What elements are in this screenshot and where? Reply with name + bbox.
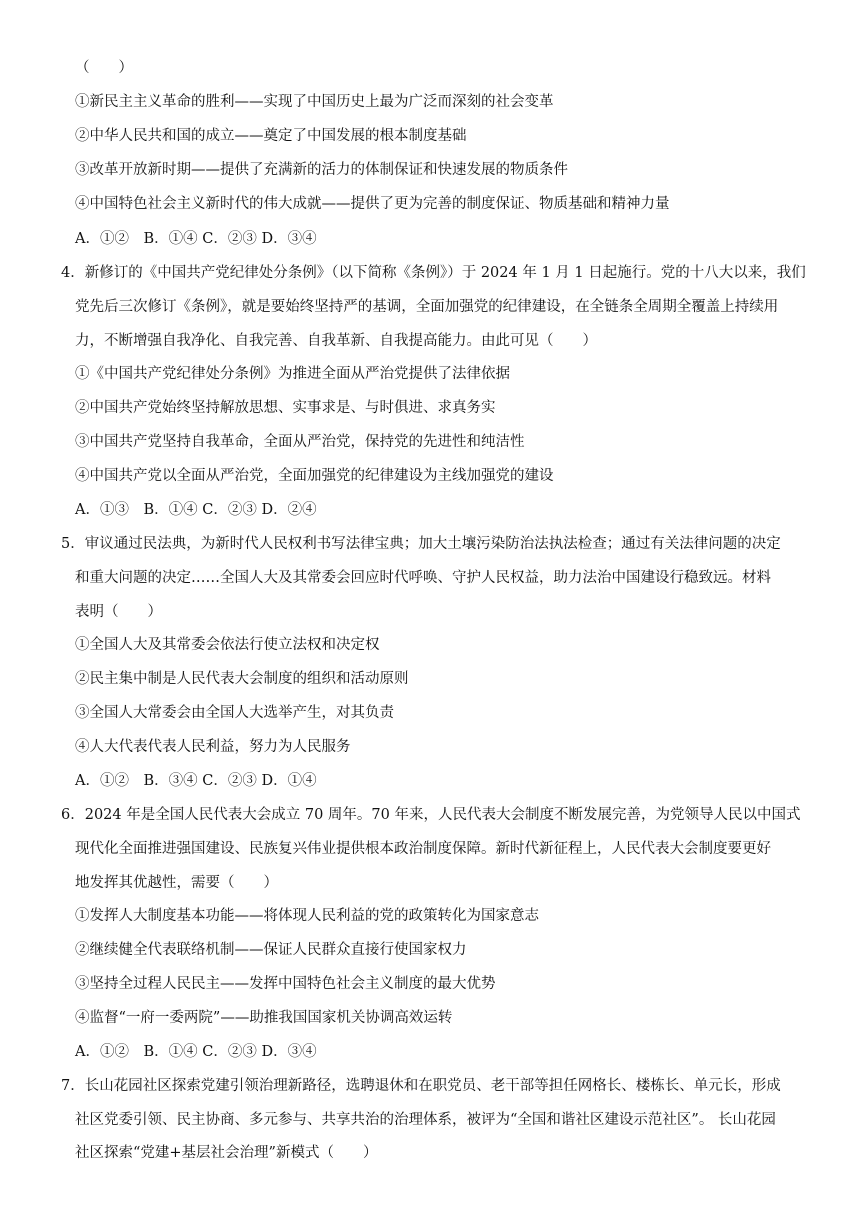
q6-option-4: ④监督“一府一委两院”——助推我国国家机关协调高效运转 bbox=[75, 1010, 453, 1026]
q4-stem-line-3: 力，不断增强自我净化、自我完善、自我革新、自我提高能力。由此可见（ ） bbox=[75, 333, 597, 349]
q7-stem-line-2: 社区党委引领、民主协商、多元参与、共享共治的治理体系，被评为“全国和谐社区建设示范社区”。 长山花园 bbox=[75, 1112, 776, 1128]
q4-choices: A．①③ B．①④ C．②③ D．②④ bbox=[75, 502, 317, 518]
q4-stem-line-1: 4．新修订的《中国共产党纪律处分条例》（以下简称《条例》）于 2024 年 1 月 1 日起施行。党的十八大以来，我们 bbox=[61, 265, 806, 281]
q5-stem-line-3: 表明（ ） bbox=[75, 604, 162, 620]
q3-choices: A．①② B．①④ C．②③ D．③④ bbox=[75, 231, 317, 247]
q4-stem-line-2: 党先后三次修订《条例》，就是要始终坚持严的基调，全面加强党的纪律建设，在全链条全周期全覆盖上持续用 bbox=[75, 299, 779, 315]
q6-stem-line-3: 地发挥其优越性，需要（ ） bbox=[75, 875, 278, 891]
q6-stem-line-1: 6．2024 年是全国人民代表大会成立 70 周年。70 年来，人民代表大会制度不断发展完善，为党领导人民以中国式 bbox=[61, 807, 801, 823]
q5-choices: A．①② B．③④ C．②③ D．①④ bbox=[75, 773, 317, 789]
q3-option-2: ②中华人民共和国的成立——奠定了中国发展的根本制度基础 bbox=[75, 128, 467, 144]
q6-option-1: ①发挥人大制度基本功能——将体现人民利益的党的政策转化为国家意志 bbox=[75, 908, 539, 924]
q4-option-4: ④中国共产党以全面从严治党，全面加强党的纪律建设为主线加强党的建设 bbox=[75, 468, 554, 484]
q7-stem-line-3: 社区探索“党建+基层社会治理”新模式（ ） bbox=[75, 1145, 378, 1161]
q4-option-1: ①《中国共产党纪律处分条例》为推进全面从严治党提供了法律依据 bbox=[75, 366, 510, 382]
q5-option-4: ④人大代表代表人民利益，努力为人民服务 bbox=[75, 739, 351, 755]
q4-option-2: ②中国共产党始终坚持解放思想、实事求是、与时俱进、求真务实 bbox=[75, 400, 496, 416]
q7-stem-line-1: 7．长山花园社区探索党建引领治理新路径，选聘退休和在职党员、老干部等担任网格长、楼栋长、单元长，形成 bbox=[61, 1078, 781, 1094]
q3-option-4: ④中国特色社会主义新时代的伟大成就——提供了更为完善的制度保证、物质基础和精神力量 bbox=[75, 196, 670, 212]
q5-option-3: ③全国人大常委会由全国人大选举产生，对其负责 bbox=[75, 705, 394, 721]
q6-choices: A．①② B．①④ C．②③ D．③④ bbox=[75, 1044, 317, 1060]
q5-stem-line-1: 5．审议通过民法典，为新时代人民权利书写法律宝典；加大土壤污染防治法执法检查；通过有关法律问题的决定 bbox=[61, 536, 781, 552]
q5-option-2: ②民主集中制是人民代表大会制度的组织和活动原则 bbox=[75, 671, 409, 687]
q4-option-3: ③中国共产党坚持自我革命，全面从严治党，保持党的先进性和纯洁性 bbox=[75, 434, 525, 450]
q5-stem-line-2: 和重大问题的决定……全国人大及其常委会回应时代呼唤、守护人民权益，助力法治中国建设行稳致远。材料 bbox=[75, 570, 771, 586]
q5-option-1: ①全国人大及其常委会依法行使立法权和决定权 bbox=[75, 637, 380, 653]
q3-answer-blank: （ ） bbox=[75, 60, 133, 76]
q6-option-3: ③坚持全过程人民民主——发挥中国特色社会主义制度的最大优势 bbox=[75, 976, 496, 992]
q3-option-3: ③改革开放新时期——提供了充满新的活力的体制保证和快速发展的物质条件 bbox=[75, 162, 568, 178]
q6-stem-line-2: 现代化全面推进强国建设、民族复兴伟业提供根本政治制度保障。新时代新征程上，人民代表大会制度要更好 bbox=[75, 841, 771, 857]
q6-option-2: ②继续健全代表联络机制——保证人民群众直接行使国家权力 bbox=[75, 942, 467, 958]
q3-option-1: ①新民主主义革命的胜利——实现了中国历史上最为广泛而深刻的社会变革 bbox=[75, 94, 554, 110]
